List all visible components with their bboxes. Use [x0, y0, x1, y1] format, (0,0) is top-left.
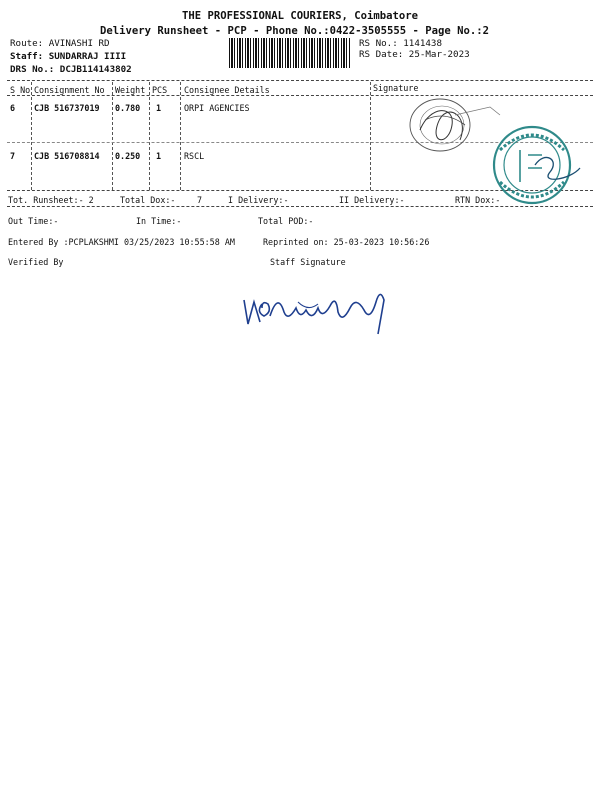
- staff-label: Staff: SUNDARRAJ IIII: [10, 51, 127, 62]
- row-consignee: RSCL: [184, 151, 205, 161]
- runsheet-title: Delivery Runsheet - PCP - Phone No.:0422-3505555 - Page No.:2: [100, 25, 490, 37]
- barcode: [229, 38, 351, 68]
- divider-top: [7, 80, 593, 81]
- rtn-dox: RTN Dox:-: [455, 195, 501, 205]
- col-pcs: PCS: [152, 85, 168, 95]
- row-weight: 0.250: [115, 151, 141, 161]
- i-delivery: I Delivery:-: [228, 195, 289, 205]
- col-separator: [180, 82, 181, 190]
- entered-by: Entered By :PCPLAKSHMI 03/25/2023 10:55:58 AM: [8, 237, 235, 247]
- company-title: THE PROFESSIONAL COURIERS, Coimbatore: [182, 10, 418, 22]
- row-sno: 6: [10, 103, 16, 113]
- staff-signature-label: Staff Signature: [270, 257, 346, 267]
- ii-delivery: II Delivery:-: [339, 195, 405, 205]
- row-pcs: 1: [156, 151, 162, 161]
- row-pcs: 1: [156, 103, 162, 113]
- reprinted-on: Reprinted on: 25-03-2023 10:56:26: [263, 237, 430, 247]
- col-separator: [149, 82, 150, 190]
- total-dox-label: Total Dox:-: [120, 195, 176, 205]
- total-dox-value: 7: [197, 195, 203, 205]
- col-consignee: Consignee Details: [184, 85, 270, 95]
- tot-runsheet: Tot. Runsheet:- 2: [8, 195, 94, 205]
- row-consignment: CJB 516737019: [34, 103, 100, 113]
- row-weight: 0.780: [115, 103, 141, 113]
- drs-number: DRS No.: DCJB114143802: [10, 64, 132, 75]
- out-time: Out Time:-: [8, 216, 59, 226]
- col-weight: Weight: [115, 85, 146, 95]
- divider-totals: [7, 206, 593, 207]
- row-consignee: ORPI AGENCIES: [184, 103, 250, 113]
- col-separator: [370, 82, 371, 190]
- col-separator: [31, 82, 32, 190]
- rs-number: RS No.: 1141438: [359, 38, 442, 49]
- rs-date: RS Date: 25-Mar-2023: [359, 49, 470, 60]
- col-consignment: Consignment No: [34, 85, 105, 95]
- total-pod: Total POD:-: [258, 216, 314, 226]
- route-label: Route: AVINASHI RD: [10, 38, 110, 49]
- in-time: In Time:-: [136, 216, 182, 226]
- col-sno: S No: [10, 85, 31, 95]
- staff-signature-image: [238, 282, 398, 342]
- row-consignment: CJB 516708814: [34, 151, 100, 161]
- col-signature: Signature: [373, 83, 419, 93]
- row-sno: 7: [10, 151, 16, 161]
- verified-by: Verified By: [8, 257, 64, 267]
- col-separator: [112, 82, 113, 190]
